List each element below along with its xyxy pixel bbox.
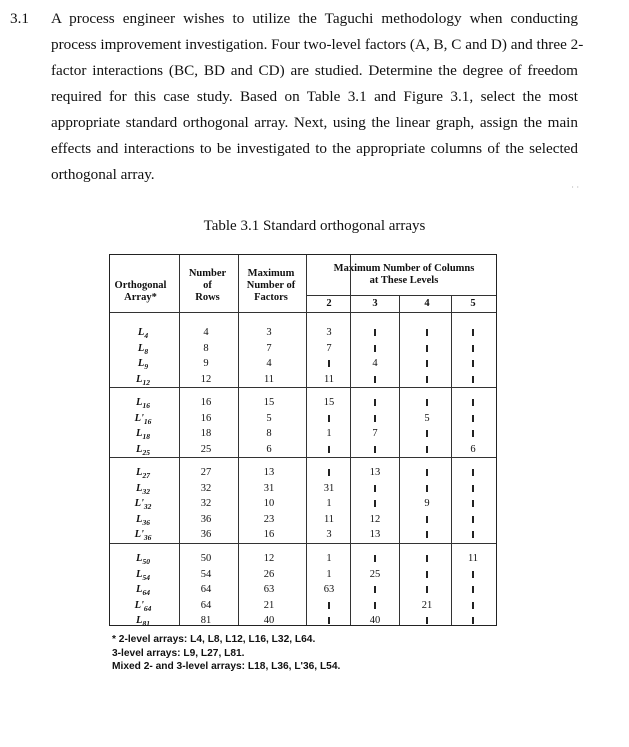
value-cell-c2: 11 [323, 373, 335, 385]
empty-cell-dash [426, 555, 428, 562]
value-cell-factors: 31 [263, 482, 275, 494]
empty-cell-dash [426, 485, 428, 492]
value-cell-c5: 11 [467, 553, 479, 564]
value-cell-factors: 12 [263, 553, 275, 564]
value-cell-c3: 25 [369, 568, 381, 580]
empty-cell-dash [374, 500, 376, 507]
table-footnotes [112, 633, 340, 674]
level-header-2: 2 [326, 298, 332, 309]
value-cell-c2: 11 [323, 513, 335, 525]
value-cell-c3: 13 [369, 529, 381, 540]
value-cell-factors: 26 [263, 568, 275, 580]
value-cell-rows: 16 [200, 412, 212, 424]
value-cell-factors: 5 [266, 412, 272, 424]
level-header-5: 5 [470, 298, 476, 309]
array-name-cell: $L_{54}$ [136, 568, 150, 582]
empty-cell-dash [426, 617, 428, 624]
footnote-2-level: * 2-level arrays: L4, L8, L12, L16, L32, L64. [112, 634, 316, 645]
question-block [10, 6, 590, 188]
empty-cell-dash [426, 345, 428, 352]
table-vertical-rule [179, 255, 180, 625]
table-horizontal-rule [110, 312, 496, 313]
empty-cell-dash [374, 345, 376, 352]
empty-cell-dash [374, 415, 376, 422]
array-name-cell: $L_{27}$ [136, 467, 150, 481]
value-cell-factors: 40 [263, 615, 275, 626]
empty-cell-dash [374, 376, 376, 383]
question-text-line: factor interactions (BC, BD and CD) are studied. Determine the degree of freedom [51, 62, 578, 79]
array-name-cell: $L_{16}$ [136, 397, 150, 411]
array-name-cell: $L_8$ [137, 342, 149, 356]
footnote-mixed: Mixed 2- and 3-level arrays: L18, L36, L'36, L54. [112, 661, 341, 672]
empty-cell-dash [426, 571, 428, 578]
question-text-line: appropriate standard orthogonal array. Next, using the linear graph, assign the main [51, 114, 578, 131]
value-cell-rows: 4 [203, 327, 209, 338]
value-cell-c4: 5 [424, 412, 430, 424]
question-line-1 [10, 6, 590, 32]
array-name-cell: $L_4$ [137, 327, 149, 341]
empty-cell-dash [328, 469, 330, 476]
value-cell-c3: 4 [372, 358, 378, 369]
array-name-cell: $L'_{16}$ [134, 412, 152, 426]
value-cell-rows: 36 [200, 529, 212, 540]
header-columns-group: Maximum Number of Columns at These Levels [333, 263, 475, 286]
table-horizontal-rule [306, 295, 496, 296]
value-cell-factors: 13 [263, 467, 275, 478]
table-horizontal-rule [110, 457, 496, 458]
value-cell-rows: 27 [200, 467, 212, 478]
empty-cell-dash [374, 485, 376, 492]
question-text-line: A process engineer wishes to utilize the Taguchi methodology when conducting [51, 10, 578, 27]
empty-cell-dash [472, 586, 474, 593]
value-cell-c2: 15 [323, 397, 335, 408]
empty-cell-dash [426, 531, 428, 538]
value-cell-rows: 12 [200, 373, 212, 385]
value-cell-c2: 1 [326, 568, 332, 580]
question-text-line: process improvement investigation. Four two-level factors (A, B, C and D) and three 2- [51, 36, 584, 53]
value-cell-rows: 64 [200, 584, 212, 595]
value-cell-rows: 81 [200, 615, 212, 626]
value-cell-factors: 4 [266, 358, 272, 369]
value-cell-c3: 40 [369, 615, 381, 626]
empty-cell-dash [472, 399, 474, 406]
value-cell-factors: 10 [263, 498, 275, 509]
empty-cell-dash [426, 329, 428, 336]
value-cell-factors: 15 [263, 397, 275, 408]
table-vertical-rule [451, 295, 452, 625]
value-cell-rows: 36 [200, 513, 212, 525]
array-name-cell: $L'_{32}$ [134, 498, 152, 512]
empty-cell-dash [426, 430, 428, 437]
question-text-line: effects and interactions to be investigated to the appropriate columns of the selected [51, 140, 578, 157]
question-number: 3.1 [10, 10, 29, 27]
value-cell-factors: 6 [266, 443, 272, 455]
value-cell-factors: 3 [266, 327, 272, 338]
value-cell-c4: 9 [424, 498, 430, 509]
empty-cell-dash [328, 446, 330, 453]
empty-cell-dash [374, 399, 376, 406]
array-name-cell: $L_{36}$ [136, 513, 150, 527]
table-title: Table 3.1 Standard orthogonal arrays [203, 218, 426, 234]
array-name-cell: $L'_{64}$ [134, 599, 152, 613]
header-array: Orthogonal Array* [114, 280, 167, 303]
array-name-cell: $L_{64}$ [136, 584, 150, 598]
empty-cell-dash [472, 329, 474, 336]
value-cell-c2: 31 [323, 482, 335, 494]
value-cell-factors: 23 [263, 513, 275, 525]
value-cell-rows: 16 [200, 397, 212, 408]
orthogonal-arrays-table [109, 254, 497, 629]
question-line-5 [10, 110, 590, 136]
table-vertical-rule [399, 295, 400, 625]
empty-cell-dash [472, 500, 474, 507]
empty-cell-dash [328, 617, 330, 624]
empty-cell-dash [472, 485, 474, 492]
array-name-cell: $L'_{36}$ [134, 529, 152, 543]
empty-cell-dash [328, 360, 330, 367]
empty-cell-dash [472, 602, 474, 609]
value-cell-c2: 3 [326, 529, 332, 540]
value-cell-rows: 8 [203, 342, 209, 354]
question-text-line: orthogonal array. [51, 166, 155, 183]
empty-cell-dash [374, 555, 376, 562]
value-cell-c2: 1 [326, 553, 332, 564]
empty-cell-dash [472, 617, 474, 624]
empty-cell-dash [374, 329, 376, 336]
array-name-cell: $L_{50}$ [136, 553, 150, 567]
array-name-cell: $L_{81}$ [136, 615, 150, 629]
array-name-cell: $L_9$ [137, 358, 149, 372]
value-cell-rows: 9 [203, 358, 209, 369]
array-name-cell: $L_{25}$ [136, 443, 150, 457]
value-cell-rows: 54 [200, 568, 212, 580]
value-cell-c2: 63 [323, 584, 335, 595]
empty-cell-dash [472, 469, 474, 476]
value-cell-c2: 1 [326, 498, 332, 509]
empty-cell-dash [426, 360, 428, 367]
empty-cell-dash [472, 345, 474, 352]
question-line-7 [10, 162, 590, 188]
empty-cell-dash [328, 415, 330, 422]
value-cell-rows: 25 [200, 443, 212, 455]
empty-cell-dash [374, 446, 376, 453]
array-name-cell: $L_{12}$ [136, 373, 150, 387]
table-horizontal-rule [110, 387, 496, 388]
value-cell-c3: 13 [369, 467, 381, 478]
empty-cell-dash [426, 446, 428, 453]
empty-cell-dash [426, 399, 428, 406]
empty-cell-dash [374, 602, 376, 609]
empty-cell-dash [472, 531, 474, 538]
question-line-4 [10, 84, 590, 110]
question-text-line: required for this case study. Based on Table 3.1 and Figure 3.1, select the most [51, 88, 578, 105]
empty-cell-dash [472, 516, 474, 523]
value-cell-rows: 32 [200, 498, 212, 509]
empty-cell-dash [472, 571, 474, 578]
empty-cell-dash [472, 360, 474, 367]
empty-cell-dash [426, 586, 428, 593]
empty-cell-dash [374, 586, 376, 593]
question-line-2 [10, 32, 590, 58]
scan-mark: · · [571, 183, 579, 192]
footnote-3-level: 3-level arrays: L9, L27, L81. [112, 647, 245, 659]
empty-cell-dash [426, 469, 428, 476]
value-cell-c5: 6 [470, 443, 476, 455]
table-vertical-rule [306, 255, 307, 625]
value-cell-factors: 7 [266, 342, 272, 354]
table-vertical-rule [350, 255, 351, 625]
value-cell-c3: 7 [372, 428, 378, 439]
value-cell-factors: 63 [263, 584, 275, 595]
empty-cell-dash [426, 516, 428, 523]
array-name-cell: $L_{32}$ [136, 482, 150, 496]
value-cell-c3: 12 [369, 513, 381, 525]
value-cell-rows: 50 [200, 553, 212, 564]
value-cell-c4: 21 [421, 599, 433, 611]
value-cell-rows: 64 [200, 599, 212, 611]
value-cell-c2: 1 [326, 428, 332, 439]
empty-cell-dash [472, 415, 474, 422]
value-cell-c2: 3 [326, 327, 332, 338]
question-line-6 [10, 136, 590, 162]
level-header-4: 4 [424, 298, 430, 309]
value-cell-factors: 11 [263, 373, 275, 385]
value-cell-rows: 32 [200, 482, 212, 494]
header-rows: Number of Rows [188, 268, 227, 303]
level-header-3: 3 [372, 298, 378, 309]
empty-cell-dash [472, 430, 474, 437]
empty-cell-dash [328, 602, 330, 609]
table-horizontal-rule [110, 543, 496, 544]
value-cell-factors: 16 [263, 529, 275, 540]
value-cell-rows: 18 [200, 428, 212, 439]
table-vertical-rule [238, 255, 239, 625]
header-factors: Maximum Number of Factors [246, 268, 296, 303]
value-cell-factors: 21 [263, 599, 275, 611]
value-cell-factors: 8 [266, 428, 272, 439]
question-line-3 [10, 58, 590, 84]
empty-cell-dash [472, 376, 474, 383]
value-cell-c2: 7 [326, 342, 332, 354]
array-name-cell: $L_{18}$ [136, 428, 150, 442]
empty-cell-dash [426, 376, 428, 383]
